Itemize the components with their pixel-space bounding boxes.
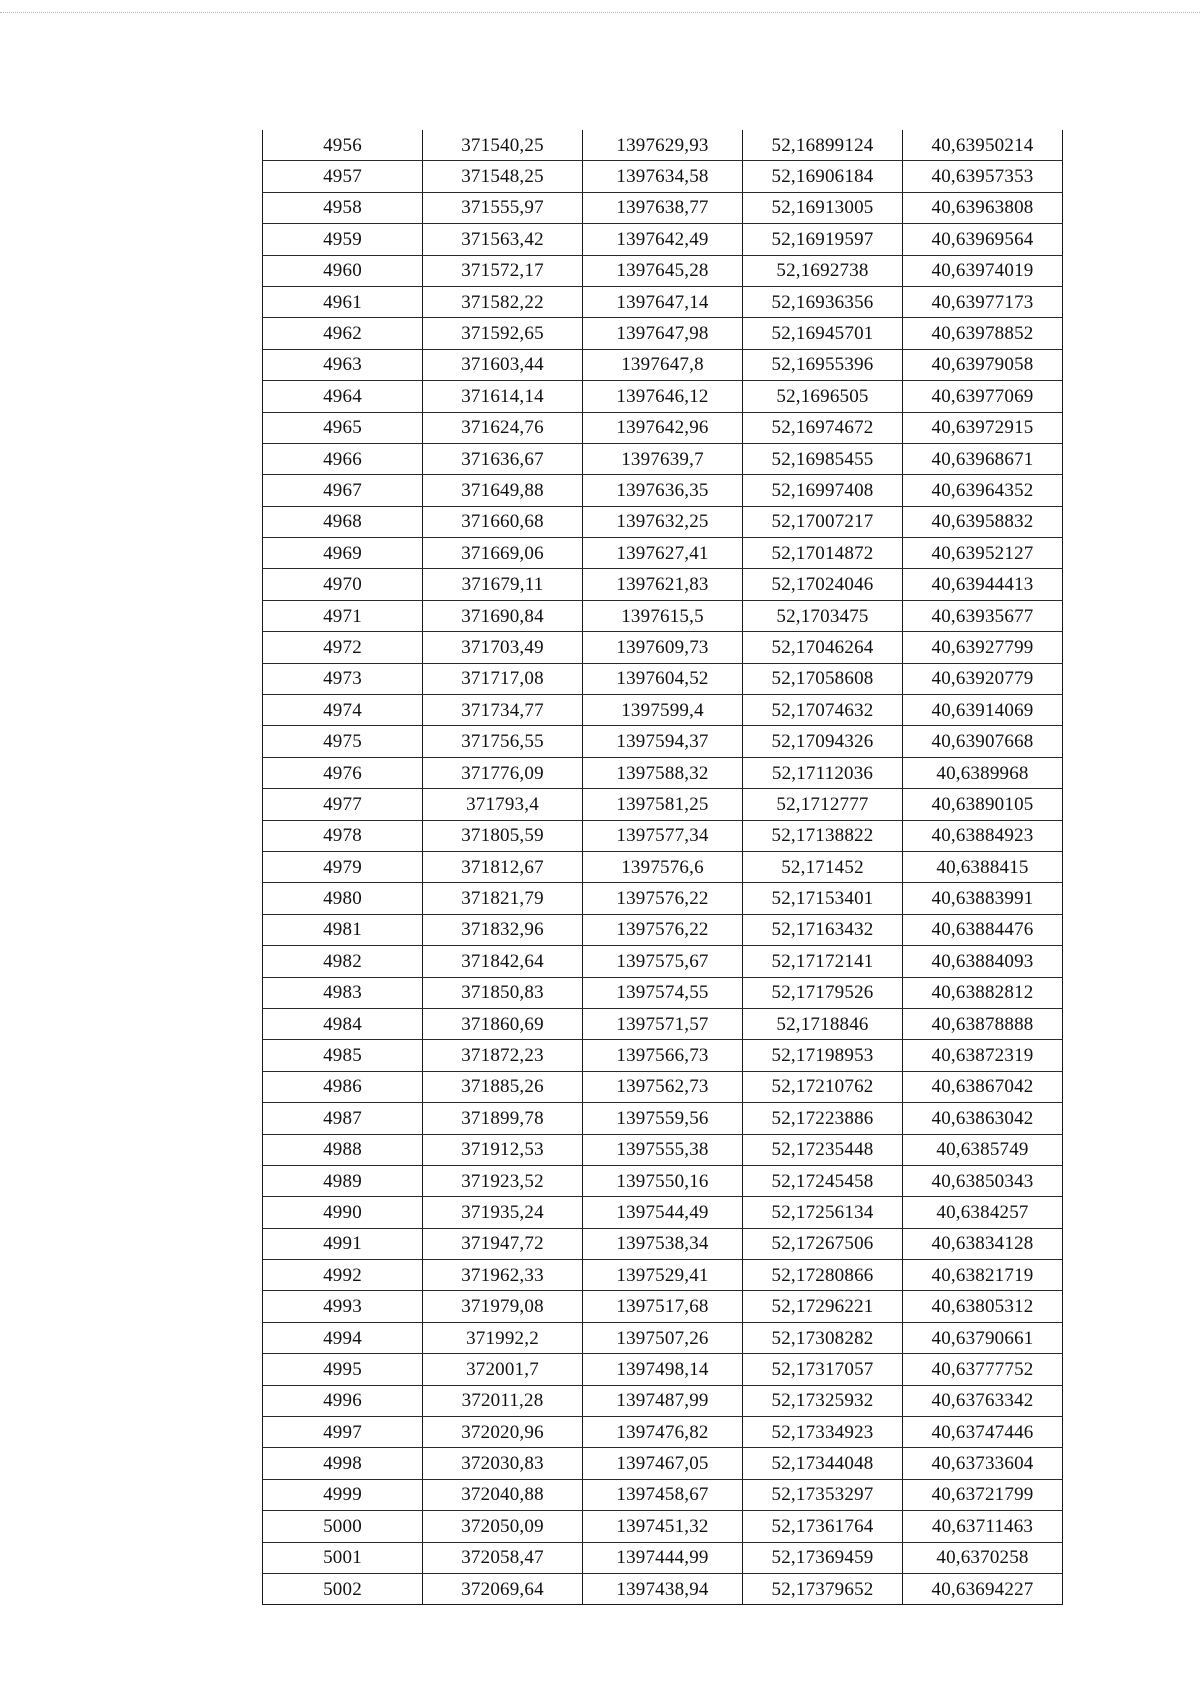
longitude-cell: 40,63863042: [903, 1103, 1063, 1134]
point-number-cell: 4973: [263, 663, 423, 694]
y-coordinate-cell: 1397629,93: [583, 130, 743, 161]
latitude-cell: 52,17074632: [743, 695, 903, 726]
latitude-cell: 52,17267506: [743, 1228, 903, 1259]
latitude-cell: 52,17094326: [743, 726, 903, 757]
x-coordinate-cell: 372001,7: [423, 1354, 583, 1385]
y-coordinate-cell: 1397550,16: [583, 1165, 743, 1196]
x-coordinate-cell: 371912,53: [423, 1134, 583, 1165]
point-number-cell: 4964: [263, 381, 423, 412]
longitude-cell: 40,63884093: [903, 946, 1063, 977]
latitude-cell: 52,1703475: [743, 600, 903, 631]
latitude-cell: 52,17369459: [743, 1542, 903, 1573]
latitude-cell: 52,16985455: [743, 443, 903, 474]
x-coordinate-cell: 371992,2: [423, 1322, 583, 1353]
table-row: [263, 1103, 1063, 1134]
y-coordinate-cell: 1397632,25: [583, 506, 743, 537]
latitude-cell: 52,17138822: [743, 820, 903, 851]
latitude-cell: 52,17256134: [743, 1197, 903, 1228]
x-coordinate-cell: 371717,08: [423, 663, 583, 694]
longitude-cell: 40,63850343: [903, 1165, 1063, 1196]
x-coordinate-cell: 371582,22: [423, 286, 583, 317]
latitude-cell: 52,17163432: [743, 914, 903, 945]
x-coordinate-cell: 371842,64: [423, 946, 583, 977]
table-row: [263, 977, 1063, 1008]
x-coordinate-cell: 371636,67: [423, 443, 583, 474]
latitude-cell: 52,171452: [743, 851, 903, 882]
latitude-cell: 52,16913005: [743, 192, 903, 223]
coordinates-table-body: [263, 130, 1063, 1605]
latitude-cell: 52,17179526: [743, 977, 903, 1008]
longitude-cell: 40,63927799: [903, 632, 1063, 663]
table-row: [263, 381, 1063, 412]
table-row: [263, 130, 1063, 161]
y-coordinate-cell: 1397609,73: [583, 632, 743, 663]
table-row: [263, 1165, 1063, 1196]
longitude-cell: 40,63747446: [903, 1417, 1063, 1448]
longitude-cell: 40,63763342: [903, 1385, 1063, 1416]
x-coordinate-cell: 372058,47: [423, 1542, 583, 1573]
longitude-cell: 40,6370258: [903, 1542, 1063, 1573]
y-coordinate-cell: 1397529,41: [583, 1260, 743, 1291]
y-coordinate-cell: 1397458,67: [583, 1479, 743, 1510]
y-coordinate-cell: 1397594,37: [583, 726, 743, 757]
table-row: [263, 1260, 1063, 1291]
x-coordinate-cell: 372040,88: [423, 1479, 583, 1510]
table-row: [263, 1322, 1063, 1353]
y-coordinate-cell: 1397451,32: [583, 1511, 743, 1542]
table-row: [263, 538, 1063, 569]
x-coordinate-cell: 371690,84: [423, 600, 583, 631]
table-row: [263, 1385, 1063, 1416]
x-coordinate-cell: 371860,69: [423, 1008, 583, 1039]
latitude-cell: 52,16906184: [743, 161, 903, 192]
point-number-cell: 4981: [263, 914, 423, 945]
point-number-cell: 4988: [263, 1134, 423, 1165]
x-coordinate-cell: 371947,72: [423, 1228, 583, 1259]
point-number-cell: 4987: [263, 1103, 423, 1134]
x-coordinate-cell: 371624,76: [423, 412, 583, 443]
x-coordinate-cell: 371923,52: [423, 1165, 583, 1196]
x-coordinate-cell: 371592,65: [423, 318, 583, 349]
table-row: [263, 1511, 1063, 1542]
latitude-cell: 52,17235448: [743, 1134, 903, 1165]
longitude-cell: 40,63890105: [903, 789, 1063, 820]
x-coordinate-cell: 371540,25: [423, 130, 583, 161]
x-coordinate-cell: 371669,06: [423, 538, 583, 569]
x-coordinate-cell: 371572,17: [423, 255, 583, 286]
x-coordinate-cell: 371776,09: [423, 757, 583, 788]
y-coordinate-cell: 1397538,34: [583, 1228, 743, 1259]
latitude-cell: 52,17296221: [743, 1291, 903, 1322]
latitude-cell: 52,17379652: [743, 1573, 903, 1604]
latitude-cell: 52,1692738: [743, 255, 903, 286]
x-coordinate-cell: 371793,4: [423, 789, 583, 820]
table-row: [263, 1479, 1063, 1510]
y-coordinate-cell: 1397575,67: [583, 946, 743, 977]
longitude-cell: 40,63978852: [903, 318, 1063, 349]
y-coordinate-cell: 1397566,73: [583, 1040, 743, 1071]
x-coordinate-cell: 371899,78: [423, 1103, 583, 1134]
point-number-cell: 4983: [263, 977, 423, 1008]
x-coordinate-cell: 372020,96: [423, 1417, 583, 1448]
longitude-cell: 40,63952127: [903, 538, 1063, 569]
latitude-cell: 52,17308282: [743, 1322, 903, 1353]
table-row: [263, 1542, 1063, 1573]
x-coordinate-cell: 371555,97: [423, 192, 583, 223]
point-number-cell: 4982: [263, 946, 423, 977]
table-row: [263, 600, 1063, 631]
point-number-cell: 4961: [263, 286, 423, 317]
longitude-cell: 40,63733604: [903, 1448, 1063, 1479]
table-row: [263, 161, 1063, 192]
x-coordinate-cell: 371563,42: [423, 224, 583, 255]
table-row: [263, 1197, 1063, 1228]
x-coordinate-cell: 371734,77: [423, 695, 583, 726]
table-row: [263, 695, 1063, 726]
latitude-cell: 52,17223886: [743, 1103, 903, 1134]
y-coordinate-cell: 1397577,34: [583, 820, 743, 851]
x-coordinate-cell: 371603,44: [423, 349, 583, 380]
point-number-cell: 4975: [263, 726, 423, 757]
x-coordinate-cell: 371812,67: [423, 851, 583, 882]
x-coordinate-cell: 371614,14: [423, 381, 583, 412]
x-coordinate-cell: 371872,23: [423, 1040, 583, 1071]
table-row: [263, 820, 1063, 851]
point-number-cell: 4979: [263, 851, 423, 882]
point-number-cell: 4993: [263, 1291, 423, 1322]
table-row: [263, 318, 1063, 349]
latitude-cell: 52,17058608: [743, 663, 903, 694]
point-number-cell: 4971: [263, 600, 423, 631]
longitude-cell: 40,6384257: [903, 1197, 1063, 1228]
x-coordinate-cell: 372069,64: [423, 1573, 583, 1604]
point-number-cell: 4998: [263, 1448, 423, 1479]
point-number-cell: 4970: [263, 569, 423, 600]
latitude-cell: 52,16974672: [743, 412, 903, 443]
longitude-cell: 40,63884476: [903, 914, 1063, 945]
y-coordinate-cell: 1397476,82: [583, 1417, 743, 1448]
table-row: [263, 255, 1063, 286]
x-coordinate-cell: 372011,28: [423, 1385, 583, 1416]
y-coordinate-cell: 1397559,56: [583, 1103, 743, 1134]
y-coordinate-cell: 1397571,57: [583, 1008, 743, 1039]
longitude-cell: 40,63963808: [903, 192, 1063, 223]
longitude-cell: 40,63914069: [903, 695, 1063, 726]
longitude-cell: 40,63920779: [903, 663, 1063, 694]
x-coordinate-cell: 371703,49: [423, 632, 583, 663]
longitude-cell: 40,63935677: [903, 600, 1063, 631]
longitude-cell: 40,63834128: [903, 1228, 1063, 1259]
latitude-cell: 52,17153401: [743, 883, 903, 914]
y-coordinate-cell: 1397498,14: [583, 1354, 743, 1385]
point-number-cell: 4977: [263, 789, 423, 820]
latitude-cell: 52,17210762: [743, 1071, 903, 1102]
latitude-cell: 52,17014872: [743, 538, 903, 569]
longitude-cell: 40,63884923: [903, 820, 1063, 851]
table-row: [263, 1291, 1063, 1322]
x-coordinate-cell: 371979,08: [423, 1291, 583, 1322]
y-coordinate-cell: 1397647,8: [583, 349, 743, 380]
longitude-cell: 40,63805312: [903, 1291, 1063, 1322]
point-number-cell: 4985: [263, 1040, 423, 1071]
y-coordinate-cell: 1397599,4: [583, 695, 743, 726]
longitude-cell: 40,63977173: [903, 286, 1063, 317]
point-number-cell: 4956: [263, 130, 423, 161]
longitude-cell: 40,6385749: [903, 1134, 1063, 1165]
y-coordinate-cell: 1397638,77: [583, 192, 743, 223]
point-number-cell: 4957: [263, 161, 423, 192]
point-number-cell: 4959: [263, 224, 423, 255]
longitude-cell: 40,63872319: [903, 1040, 1063, 1071]
point-number-cell: 4999: [263, 1479, 423, 1510]
point-number-cell: 4963: [263, 349, 423, 380]
latitude-cell: 52,17172141: [743, 946, 903, 977]
point-number-cell: 4960: [263, 255, 423, 286]
y-coordinate-cell: 1397615,5: [583, 600, 743, 631]
x-coordinate-cell: 371832,96: [423, 914, 583, 945]
point-number-cell: 4978: [263, 820, 423, 851]
longitude-cell: 40,63950214: [903, 130, 1063, 161]
latitude-cell: 52,16997408: [743, 475, 903, 506]
longitude-cell: 40,63721799: [903, 1479, 1063, 1510]
latitude-cell: 52,17353297: [743, 1479, 903, 1510]
longitude-cell: 40,63977069: [903, 381, 1063, 412]
latitude-cell: 52,17280866: [743, 1260, 903, 1291]
y-coordinate-cell: 1397467,05: [583, 1448, 743, 1479]
latitude-cell: 52,17334923: [743, 1417, 903, 1448]
latitude-cell: 52,16919597: [743, 224, 903, 255]
point-number-cell: 5002: [263, 1573, 423, 1604]
table-row: [263, 349, 1063, 380]
x-coordinate-cell: 371962,33: [423, 1260, 583, 1291]
point-number-cell: 5001: [263, 1542, 423, 1573]
longitude-cell: 40,6388415: [903, 851, 1063, 882]
latitude-cell: 52,1696505: [743, 381, 903, 412]
y-coordinate-cell: 1397555,38: [583, 1134, 743, 1165]
table-row: [263, 475, 1063, 506]
y-coordinate-cell: 1397621,83: [583, 569, 743, 600]
table-row: [263, 1040, 1063, 1071]
y-coordinate-cell: 1397634,58: [583, 161, 743, 192]
table-row: [263, 789, 1063, 820]
longitude-cell: 40,63944413: [903, 569, 1063, 600]
table-row: [263, 1417, 1063, 1448]
longitude-cell: 40,6389968: [903, 757, 1063, 788]
y-coordinate-cell: 1397636,35: [583, 475, 743, 506]
x-coordinate-cell: 371935,24: [423, 1197, 583, 1228]
latitude-cell: 52,16899124: [743, 130, 903, 161]
longitude-cell: 40,63694227: [903, 1573, 1063, 1604]
y-coordinate-cell: 1397507,26: [583, 1322, 743, 1353]
latitude-cell: 52,17245458: [743, 1165, 903, 1196]
table-row: [263, 851, 1063, 882]
longitude-cell: 40,63964352: [903, 475, 1063, 506]
y-coordinate-cell: 1397438,94: [583, 1573, 743, 1604]
point-number-cell: 4986: [263, 1071, 423, 1102]
point-number-cell: 4965: [263, 412, 423, 443]
y-coordinate-cell: 1397576,22: [583, 883, 743, 914]
latitude-cell: 52,1718846: [743, 1008, 903, 1039]
coordinates-table: [262, 130, 1063, 1605]
latitude-cell: 52,16945701: [743, 318, 903, 349]
point-number-cell: 4967: [263, 475, 423, 506]
y-coordinate-cell: 1397642,96: [583, 412, 743, 443]
table-row: [263, 1228, 1063, 1259]
longitude-cell: 40,63972915: [903, 412, 1063, 443]
point-number-cell: 4997: [263, 1417, 423, 1448]
table-row: [263, 726, 1063, 757]
longitude-cell: 40,63968671: [903, 443, 1063, 474]
longitude-cell: 40,63821719: [903, 1260, 1063, 1291]
y-coordinate-cell: 1397576,22: [583, 914, 743, 945]
x-coordinate-cell: 371885,26: [423, 1071, 583, 1102]
latitude-cell: 52,17046264: [743, 632, 903, 663]
table-row: [263, 1071, 1063, 1102]
longitude-cell: 40,63883991: [903, 883, 1063, 914]
latitude-cell: 52,17361764: [743, 1511, 903, 1542]
y-coordinate-cell: 1397581,25: [583, 789, 743, 820]
point-number-cell: 4972: [263, 632, 423, 663]
y-coordinate-cell: 1397647,98: [583, 318, 743, 349]
x-coordinate-cell: 371756,55: [423, 726, 583, 757]
y-coordinate-cell: 1397444,99: [583, 1542, 743, 1573]
table-row: [263, 443, 1063, 474]
longitude-cell: 40,63907668: [903, 726, 1063, 757]
longitude-cell: 40,63974019: [903, 255, 1063, 286]
point-number-cell: 4992: [263, 1260, 423, 1291]
y-coordinate-cell: 1397646,12: [583, 381, 743, 412]
point-number-cell: 4991: [263, 1228, 423, 1259]
longitude-cell: 40,63882812: [903, 977, 1063, 1008]
x-coordinate-cell: 371660,68: [423, 506, 583, 537]
x-coordinate-cell: 371850,83: [423, 977, 583, 1008]
latitude-cell: 52,17112036: [743, 757, 903, 788]
table-row: [263, 224, 1063, 255]
table-row: [263, 663, 1063, 694]
longitude-cell: 40,63979058: [903, 349, 1063, 380]
table-row: [263, 1008, 1063, 1039]
point-number-cell: 4984: [263, 1008, 423, 1039]
y-coordinate-cell: 1397647,14: [583, 286, 743, 317]
point-number-cell: 4974: [263, 695, 423, 726]
point-number-cell: 4995: [263, 1354, 423, 1385]
y-coordinate-cell: 1397487,99: [583, 1385, 743, 1416]
x-coordinate-cell: 371548,25: [423, 161, 583, 192]
point-number-cell: 5000: [263, 1511, 423, 1542]
latitude-cell: 52,17024046: [743, 569, 903, 600]
latitude-cell: 52,1712777: [743, 789, 903, 820]
point-number-cell: 4980: [263, 883, 423, 914]
point-number-cell: 4969: [263, 538, 423, 569]
table-row: [263, 946, 1063, 977]
page-top-edge: [0, 12, 1200, 13]
x-coordinate-cell: 371805,59: [423, 820, 583, 851]
longitude-cell: 40,63969564: [903, 224, 1063, 255]
longitude-cell: 40,63867042: [903, 1071, 1063, 1102]
table-row: [263, 632, 1063, 663]
latitude-cell: 52,17325932: [743, 1385, 903, 1416]
y-coordinate-cell: 1397639,7: [583, 443, 743, 474]
latitude-cell: 52,16936356: [743, 286, 903, 317]
table-row: [263, 412, 1063, 443]
latitude-cell: 52,17198953: [743, 1040, 903, 1071]
table-row: [263, 757, 1063, 788]
y-coordinate-cell: 1397576,6: [583, 851, 743, 882]
y-coordinate-cell: 1397544,49: [583, 1197, 743, 1228]
x-coordinate-cell: 372030,83: [423, 1448, 583, 1479]
point-number-cell: 4994: [263, 1322, 423, 1353]
table-row: [263, 1573, 1063, 1604]
point-number-cell: 4968: [263, 506, 423, 537]
y-coordinate-cell: 1397604,52: [583, 663, 743, 694]
point-number-cell: 4990: [263, 1197, 423, 1228]
table-row: [263, 569, 1063, 600]
longitude-cell: 40,63957353: [903, 161, 1063, 192]
point-number-cell: 4958: [263, 192, 423, 223]
y-coordinate-cell: 1397588,32: [583, 757, 743, 788]
latitude-cell: 52,17007217: [743, 506, 903, 537]
y-coordinate-cell: 1397574,55: [583, 977, 743, 1008]
point-number-cell: 4966: [263, 443, 423, 474]
longitude-cell: 40,63790661: [903, 1322, 1063, 1353]
table-row: [263, 1134, 1063, 1165]
point-number-cell: 4962: [263, 318, 423, 349]
table-row: [263, 286, 1063, 317]
x-coordinate-cell: 371679,11: [423, 569, 583, 600]
y-coordinate-cell: 1397627,41: [583, 538, 743, 569]
point-number-cell: 4976: [263, 757, 423, 788]
point-number-cell: 4996: [263, 1385, 423, 1416]
longitude-cell: 40,63958832: [903, 506, 1063, 537]
x-coordinate-cell: 371649,88: [423, 475, 583, 506]
x-coordinate-cell: 371821,79: [423, 883, 583, 914]
x-coordinate-cell: 372050,09: [423, 1511, 583, 1542]
longitude-cell: 40,63878888: [903, 1008, 1063, 1039]
y-coordinate-cell: 1397517,68: [583, 1291, 743, 1322]
latitude-cell: 52,16955396: [743, 349, 903, 380]
y-coordinate-cell: 1397562,73: [583, 1071, 743, 1102]
table-row: [263, 883, 1063, 914]
point-number-cell: 4989: [263, 1165, 423, 1196]
y-coordinate-cell: 1397642,49: [583, 224, 743, 255]
longitude-cell: 40,63777752: [903, 1354, 1063, 1385]
latitude-cell: 52,17317057: [743, 1354, 903, 1385]
longitude-cell: 40,63711463: [903, 1511, 1063, 1542]
table-row: [263, 1354, 1063, 1385]
latitude-cell: 52,17344048: [743, 1448, 903, 1479]
table-row: [263, 192, 1063, 223]
table-row: [263, 1448, 1063, 1479]
y-coordinate-cell: 1397645,28: [583, 255, 743, 286]
table-row: [263, 914, 1063, 945]
table-row: [263, 506, 1063, 537]
